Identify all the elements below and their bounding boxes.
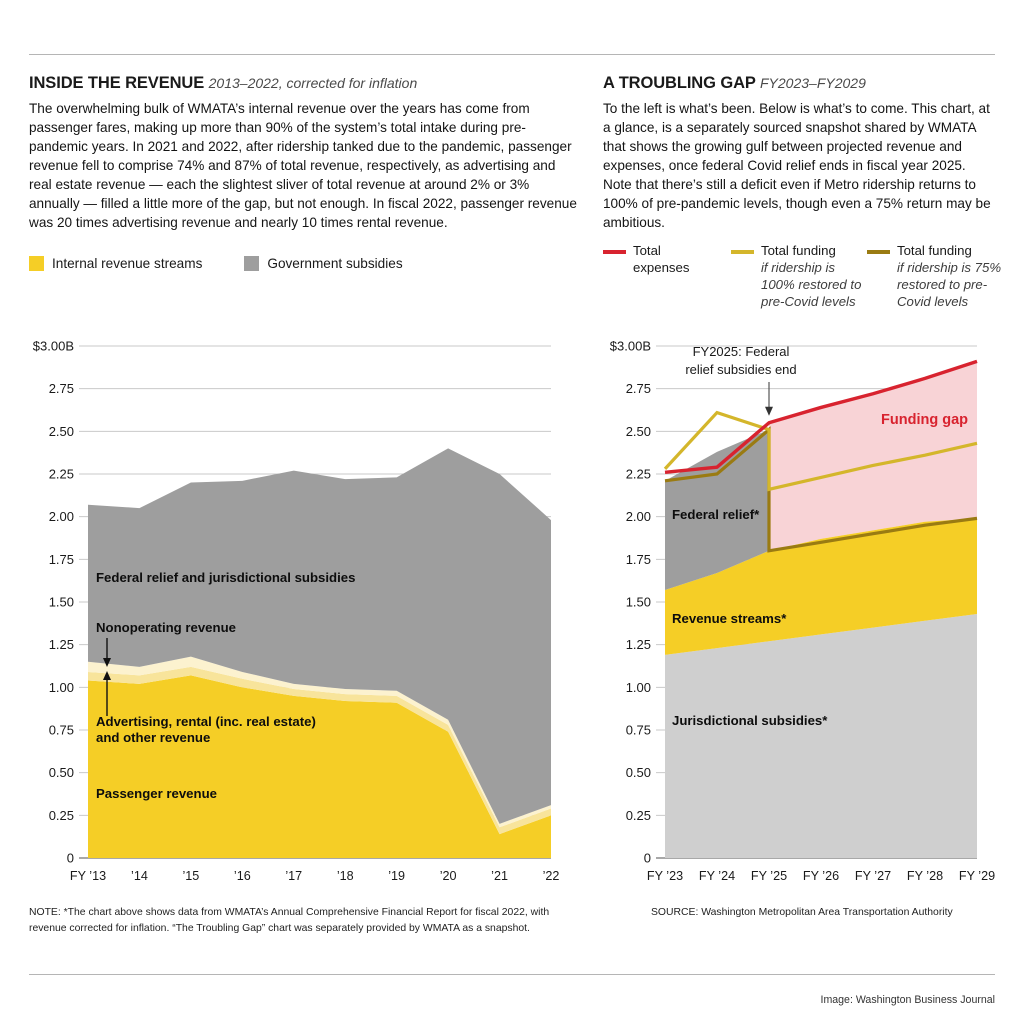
- bottom-divider-rule: [29, 974, 995, 975]
- right-chart: [586, 330, 1024, 890]
- left-panel: [29, 74, 577, 232]
- x-axis-tick-label: ’22: [542, 869, 560, 883]
- right-panel-title: [603, 74, 995, 92]
- legend-item-total-expenses[interactable]: [603, 243, 731, 311]
- y-axis-tick-label: 1.00: [48, 679, 74, 695]
- chart-area-label: and other revenue: [96, 730, 211, 745]
- y-axis-tick-label: 2.75: [625, 381, 651, 397]
- right-panel-body: To the left is what’s been. Below is what’s to come. This chart, at a glance, is a separately sourced snapshot shared by WMATA that shows the growing gulf between projected revenue and expenses, once federal Covid relief ends in fiscal year 2025. Note that there’s still a deficit even if Metro ridership returns to 100% of pre-pandemic levels, though even a 75% return may be ambitious.: [603, 101, 991, 231]
- legend-dash-total-expenses: [603, 250, 626, 254]
- legend-item-internal-revenue[interactable]: [29, 256, 202, 271]
- right-panel-title-text: A TROUBLING GAP: [603, 74, 756, 92]
- right-chart-svg: [586, 330, 1024, 890]
- y-axis-tick-label: 0.50: [48, 765, 74, 781]
- x-axis-tick-label: ’21: [491, 869, 508, 883]
- fy2025-callout-arrowhead: [765, 407, 773, 416]
- left-chart: [0, 330, 586, 890]
- legend-swatch-government-subsidies: [244, 256, 259, 271]
- legend-label-total-expenses-l2: expenses: [633, 259, 690, 275]
- x-axis-tick-label: FY ’24: [698, 869, 736, 883]
- left-panel-subtitle: 2013–2022, corrected for inflation: [208, 75, 418, 91]
- y-axis-tick-label: 1.25: [625, 637, 651, 653]
- y-axis-tick-label: 1.75: [625, 551, 651, 567]
- chart-area-label: Revenue streams*: [672, 611, 787, 626]
- x-axis-tick-label: FY ’23: [646, 869, 684, 883]
- y-axis-tick-label: 0: [643, 850, 651, 866]
- legend-dash-funding-75: [867, 250, 890, 254]
- y-axis-tick-label: 2.25: [48, 466, 74, 482]
- x-axis-tick-label: ’16: [233, 869, 251, 883]
- y-axis-tick-label: 2.50: [48, 423, 74, 439]
- funding-gap-label: Funding gap: [881, 412, 968, 428]
- left-panel-body: The overwhelming bulk of WMATA’s internal revenue over the years has come from passenger fares, making up more than 90% of the system’s total intake during pre-pandemic years. In 2021 and 2022, after ridership tanked due to the pandemic, passenger revenue fell to comprise 74% and 87% of total revenue, respectively, as advertising and real estate revenue — each the slightest sliver of total revenue at around 2% or 3% annually — filled a little more of the gap, but not enough. In fiscal 2022, passenger revenue was 20 times advertising revenue and nearly 10 times rental revenue.: [29, 101, 577, 231]
- footer-note: [29, 905, 599, 937]
- chart-area-label: Advertising, rental (inc. real estate): [96, 714, 316, 729]
- x-axis-tick-label: FY ’29: [958, 869, 996, 883]
- chart-area-label: Jurisdictional subsidies*: [672, 713, 828, 728]
- y-axis-tick-label: 0.25: [48, 807, 74, 823]
- y-axis-tick-label: 2.00: [625, 509, 651, 525]
- left-chart-legend: [29, 256, 403, 271]
- area-series-jurisdictional-subsidies: [665, 614, 977, 858]
- y-axis-tick-label: 1.25: [48, 637, 74, 653]
- legend-label-total-expenses: [633, 243, 689, 311]
- legend-label-funding-100-main: Total funding: [761, 243, 836, 258]
- y-axis-tick-label: $3.00B: [32, 338, 74, 354]
- y-axis-tick-label: 2.75: [48, 381, 74, 397]
- footer-note-line2: revenue corrected for inflation. “The Troubling Gap” chart was separately provided by WMATA as a snapshot.: [29, 923, 530, 935]
- left-chart-svg: [0, 330, 586, 890]
- y-axis-tick-label: 0.75: [48, 722, 74, 738]
- legend-swatch-internal-revenue: [29, 256, 44, 271]
- x-axis-tick-label: ’17: [285, 869, 303, 883]
- y-axis-tick-label: 1.50: [48, 594, 74, 610]
- x-axis-tick-label: ’19: [388, 869, 406, 883]
- x-axis-tick-label: ’15: [182, 869, 200, 883]
- chart-area-label: Nonoperating revenue: [96, 620, 236, 635]
- y-axis-tick-label: 0.25: [625, 807, 651, 823]
- chart-area-label: Federal relief*: [672, 507, 760, 522]
- right-chart-legend: [603, 243, 1003, 311]
- legend-label-internal-revenue: Internal revenue streams: [52, 256, 203, 271]
- y-axis-tick-label: 2.50: [625, 423, 651, 439]
- right-panel-subtitle: FY2023–FY2029: [760, 75, 866, 91]
- legend-label-funding-75-main: Total funding: [897, 243, 972, 258]
- y-axis-tick-label: 1.00: [625, 679, 651, 695]
- footer-source: SOURCE: Washington Metropolitan Area Transportation Authority: [651, 907, 953, 918]
- y-axis-tick-label: $3.00B: [609, 338, 651, 354]
- y-axis-tick-label: 0.50: [625, 765, 651, 781]
- fy2025-callout-line1: FY2025: Federal: [692, 344, 790, 359]
- footer-note-line1: NOTE: *The chart above shows data from WMATA’s Annual Comprehensive Financial Report for fiscal 2022, with: [29, 907, 550, 918]
- y-axis-tick-label: 2.25: [625, 466, 651, 482]
- left-panel-title: [29, 74, 577, 92]
- chart-area-label: Federal relief and jurisdictional subsidies: [96, 570, 356, 585]
- left-panel-title-text: INSIDE THE REVENUE: [29, 74, 205, 92]
- y-axis-tick-label: 2.00: [48, 509, 74, 525]
- top-divider-rule: [29, 54, 995, 55]
- legend-item-funding-75[interactable]: [867, 243, 1003, 311]
- legend-item-government-subsidies[interactable]: [244, 256, 402, 271]
- legend-item-funding-100[interactable]: [731, 243, 867, 311]
- x-axis-tick-label: ’18: [336, 869, 354, 883]
- x-axis-tick-label: FY ’26: [802, 869, 840, 883]
- legend-label-funding-75-note: if ridership is 75% restored to pre-Covid levels: [897, 259, 1002, 309]
- x-axis-tick-label: ’14: [131, 869, 148, 883]
- image-credit: Image: Washington Business Journal: [820, 994, 995, 1006]
- x-axis-tick-label: FY ’13: [69, 869, 107, 883]
- legend-label-government-subsidies: Government subsidies: [267, 256, 403, 271]
- legend-label-funding-100-note: if ridership is 100% restored to pre-Covid levels: [761, 259, 862, 309]
- legend-label-total-expenses-l1: Total: [633, 243, 661, 258]
- x-axis-tick-label: FY ’27: [854, 869, 892, 883]
- legend-label-funding-100: [761, 243, 867, 311]
- y-axis-tick-label: 0.75: [625, 722, 651, 738]
- y-axis-tick-label: 1.50: [625, 594, 651, 610]
- chart-area-label: Passenger revenue: [96, 786, 217, 801]
- fy2025-callout-line2: relief subsidies end: [685, 362, 797, 377]
- y-axis-tick-label: 0: [66, 850, 74, 866]
- legend-label-funding-75: [897, 243, 1003, 311]
- legend-dash-funding-100: [731, 250, 754, 254]
- x-axis-tick-label: FY ’25: [750, 869, 788, 883]
- x-axis-tick-label: ’20: [439, 869, 457, 883]
- right-panel: [603, 74, 995, 232]
- x-axis-tick-label: FY ’28: [906, 869, 944, 883]
- y-axis-tick-label: 1.75: [48, 551, 74, 567]
